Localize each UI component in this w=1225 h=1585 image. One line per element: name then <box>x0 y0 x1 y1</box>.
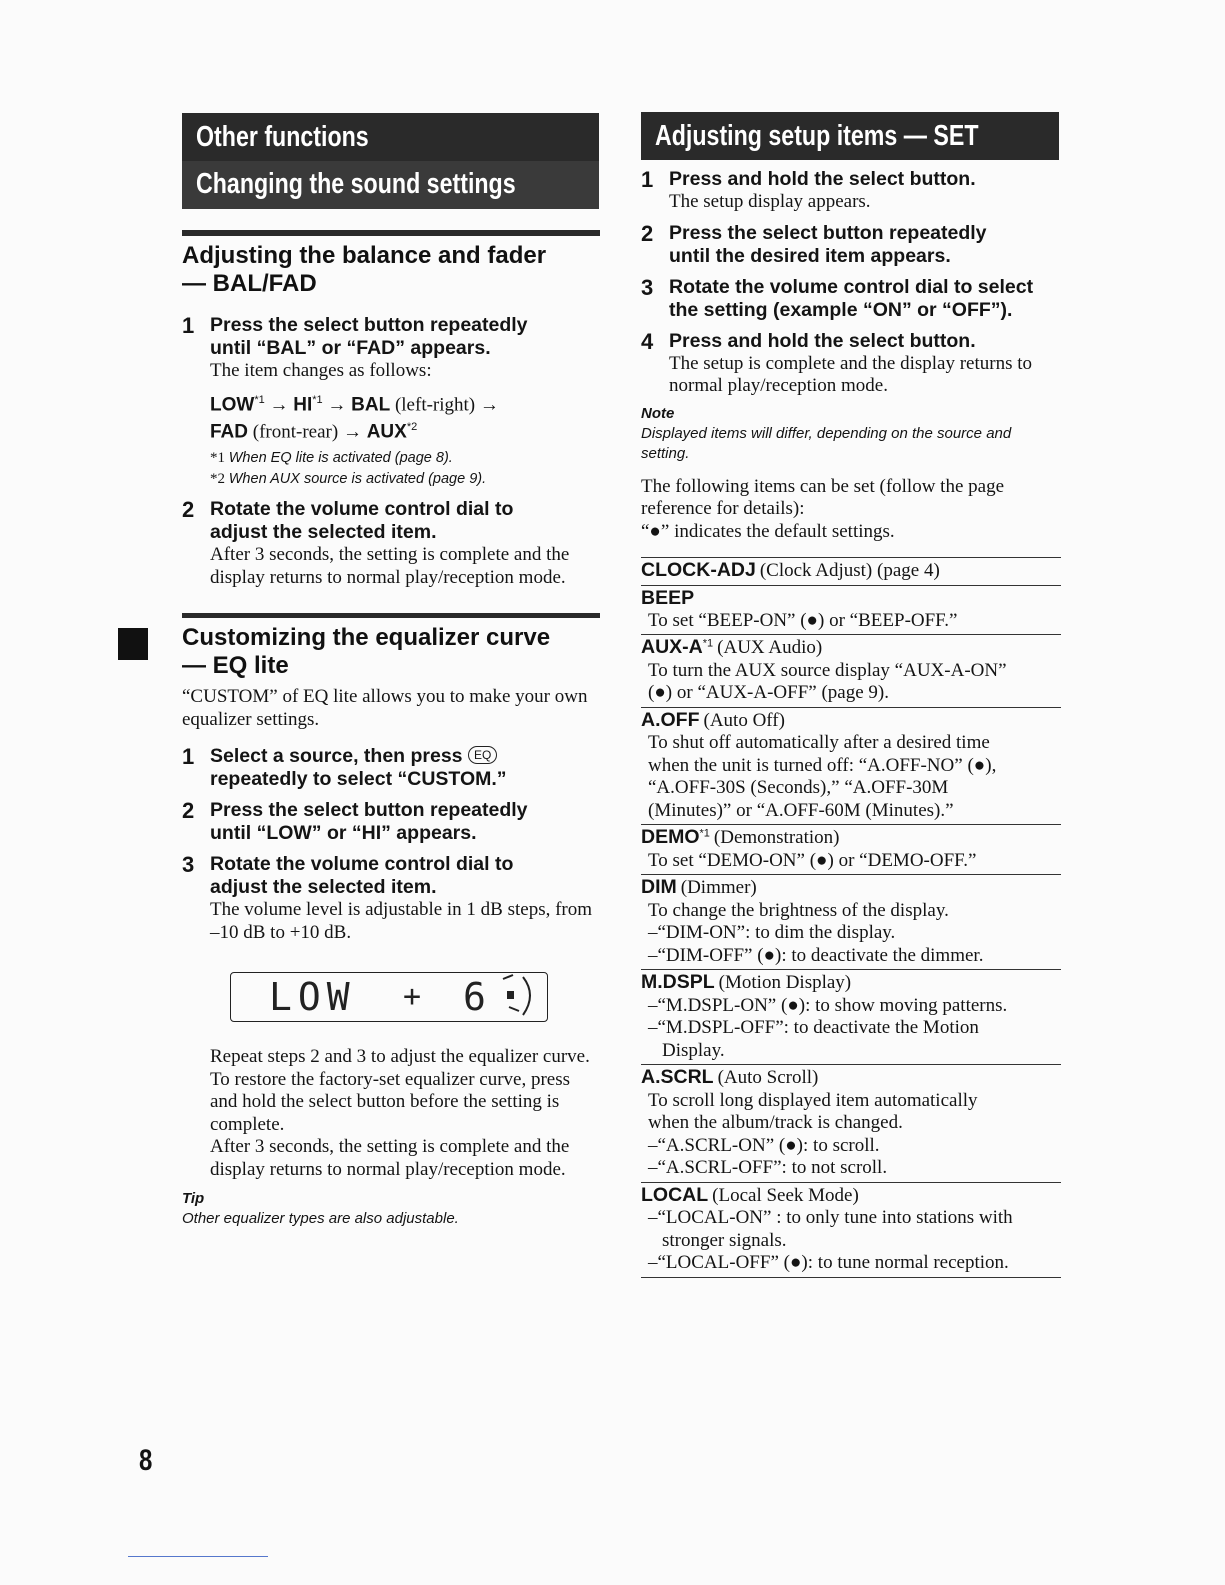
setup-intro: The following items can be set (follow the page reference for details): <box>641 475 1005 519</box>
section-marker-tab <box>118 628 148 660</box>
eqlite-intro: “CUSTOM” of EQ lite allows you to make your own equalizer settings. <box>182 686 588 730</box>
footnote-mark: *2 <box>210 471 225 488</box>
item-desc: (Auto Off) <box>703 709 785 731</box>
eq-button-icon: EQ <box>468 746 497 764</box>
item-desc: (Demonstration) <box>713 827 840 848</box>
item-dash: –“LOCAL-OFF” (●): to tune normal reception. <box>648 1252 1009 1273</box>
item-line: To shut off automatically after a desired time <box>648 732 990 753</box>
item-line: To turn the AUX source display “AUX-A-ON” <box>648 659 1007 681</box>
step-number: 4 <box>641 328 654 354</box>
lcd-eq-indicator-icon <box>489 967 549 1025</box>
seq-fad-note: (front-rear) <box>252 421 339 443</box>
item-dash <box>641 1207 1061 1252</box>
setup-item-aux-a <box>641 634 1061 707</box>
item-sequence <box>210 389 600 445</box>
section-rule <box>182 230 600 236</box>
banner-other-functions <box>182 113 599 161</box>
footnote-2 <box>210 469 600 490</box>
eqlite-step-3 <box>182 853 600 944</box>
step-heading: Rotate the volume control dial to select the setting (example “ON” or “OFF”). <box>669 275 1034 321</box>
item-line: when the album/track is changed. <box>648 1112 903 1133</box>
banner-adjusting-setup <box>641 112 1059 160</box>
step-body: The volume level is adjustable in 1 dB steps, from –10 dB to +10 dB. <box>210 899 593 943</box>
eqlite-step-1 <box>182 745 600 791</box>
item-dash-text: –“LOCAL-ON” : to only tune into stations with <box>648 1207 1013 1228</box>
setup-item-demo <box>641 824 1061 874</box>
step-number: 1 <box>641 167 654 192</box>
eqlite-after-2: To restore the factory-set equalizer curve, press and hold the select button before the setting is complete. <box>210 1068 571 1135</box>
step-heading: Press the select button repeatedly until the desired item appears. <box>669 221 987 267</box>
setup-item-a-off <box>641 707 1061 825</box>
item-desc: (Clock Adjust) (page 4) <box>759 560 940 581</box>
bottom-divider <box>128 1556 268 1557</box>
item-sup: *1 <box>699 827 710 840</box>
item-line: To scroll long displayed item automatically <box>648 1089 978 1111</box>
step1-heading-a: Select a source, then press <box>210 745 463 768</box>
item-dash-cont: stronger signals. <box>662 1229 787 1251</box>
item-dash: –“DIM-ON”: to dim the display. <box>648 922 896 943</box>
step-number: 1 <box>182 744 195 770</box>
item-sup: *1 <box>702 637 714 650</box>
item-line: (Minutes)” or “A.OFF-60M (Minutes).” <box>648 799 954 821</box>
step-number: 2 <box>641 220 654 246</box>
setup-item-m-dspl <box>641 969 1061 1064</box>
item-desc: (AUX Audio) <box>717 637 823 658</box>
step-number: 1 <box>182 313 195 338</box>
setup-step-3 <box>641 276 1061 322</box>
setup-items-table <box>641 557 1061 1278</box>
footnote-mark: *1 <box>210 450 225 467</box>
item-dash: –“A.SCRL-ON” (●): to scroll. <box>648 1134 880 1156</box>
arrow-icon: → <box>269 393 289 415</box>
step-number: 2 <box>182 798 195 824</box>
left-column <box>182 230 600 1229</box>
section-rule <box>182 613 600 618</box>
item-line: To set “DEMO-ON” (●) or “DEMO-OFF.” <box>648 849 977 871</box>
setup-step-1 <box>641 168 1061 214</box>
tip-label: Tip <box>182 1190 205 1208</box>
eqlite-title-line2: — EQ lite <box>182 652 289 680</box>
note-label: Note <box>641 404 675 422</box>
eqlite-title-line1: Customizing the equalizer curve <box>182 624 551 652</box>
item-key: CLOCK-ADJ <box>641 559 756 581</box>
lcd-low-text: LOW <box>269 975 356 1020</box>
item-dash: –“A.SCRL-OFF”: to not scroll. <box>648 1157 888 1178</box>
seq-hi: HI <box>293 393 313 415</box>
note-text: Displayed items will differ, depending on the source and setting. <box>641 424 1012 462</box>
item-key: A.SCRL <box>641 1066 714 1088</box>
banner-changing-sound-label: Changing the sound settings <box>196 168 516 200</box>
item-key: DIM <box>641 876 677 898</box>
item-key: DEMO <box>641 826 700 848</box>
arrow-icon: → <box>479 393 499 415</box>
step-heading: Press the select button repeatedly until “BAL” or “FAD” appears. <box>210 314 528 359</box>
item-key: AUX-A <box>641 636 703 658</box>
eqlite-step-2 <box>182 799 600 845</box>
item-dash: –“M.DSPL-ON” (●): to show moving patterns. <box>648 994 1008 1016</box>
setup-default-note: “●” indicates the default settings. <box>641 520 895 542</box>
right-column <box>641 168 1061 1278</box>
item-key: BEEP <box>641 586 695 609</box>
item-key: M.DSPL <box>641 971 715 993</box>
seq-bal-note: (left-right) <box>394 393 476 415</box>
item-key: LOCAL <box>641 1183 709 1206</box>
banner-adjusting-setup-label: Adjusting setup items — SET <box>655 120 979 152</box>
tip-text: Other equalizer types are also adjustable. <box>182 1210 459 1228</box>
item-dash: –“DIM-OFF” (●): to deactivate the dimmer. <box>648 944 984 966</box>
item-line: “A.OFF-30S (Seconds),” “A.OFF-30M <box>648 777 949 798</box>
seq-fad: FAD <box>210 421 248 443</box>
lcd-display <box>230 972 548 1022</box>
seq-low-sup: *1 <box>254 393 265 406</box>
item-desc: (Auto Scroll) <box>717 1067 819 1088</box>
eqlite-after-1: Repeat steps 2 and 3 to adjust the equalizer curve. <box>210 1046 590 1068</box>
step-heading: Rotate the volume control dial to adjust the selected item. <box>210 853 514 899</box>
setup-step-2 <box>641 222 1061 268</box>
eqlite-after <box>182 1046 600 1181</box>
step-body: The item changes as follows: <box>210 360 432 381</box>
setup-item-clock-adj <box>641 557 1061 585</box>
step-body: After 3 seconds, the setting is complete and the display returns to normal play/reception mode. <box>210 544 570 588</box>
step-heading <box>210 745 600 791</box>
item-line: when the unit is turned off: “A.OFF-NO” (●), <box>648 754 997 776</box>
item-key: A.OFF <box>641 708 700 731</box>
balfad-title <box>182 242 600 298</box>
arrow-icon: → <box>327 393 347 415</box>
step-heading: Press the select button repeatedly until “LOW” or “HI” appears. <box>210 799 528 845</box>
lcd-value: 6 <box>463 975 492 1020</box>
footnote-text: When EQ lite is activated (page 8). <box>228 450 453 467</box>
step-heading: Press and hold the select button. <box>669 329 976 352</box>
item-dash-cont: Display. <box>662 1039 725 1061</box>
seq-aux: AUX <box>366 421 407 443</box>
footnote-1 <box>210 448 600 469</box>
item-desc: (Motion Display) <box>718 972 852 993</box>
footnote-text: When AUX source is activated (page 9). <box>228 471 487 488</box>
step-number: 2 <box>182 497 195 523</box>
item-dash-text: –“M.DSPL-OFF”: to deactivate the Motion <box>648 1017 979 1038</box>
step-body: The setup display appears. <box>669 191 871 212</box>
balfad-title-line2: — BAL/FAD <box>182 270 317 297</box>
balfad-step-1 <box>182 314 600 490</box>
balfad-title-line1: Adjusting the balance and fader <box>182 242 547 269</box>
seq-aux-sup: *2 <box>406 421 418 434</box>
seq-low: LOW <box>210 393 255 415</box>
item-dash <box>641 1017 1061 1062</box>
item-desc: (Dimmer) <box>680 877 757 898</box>
setup-item-a-scrl <box>641 1064 1061 1182</box>
seq-hi-sup: *1 <box>312 393 323 406</box>
setup-item-dim <box>641 874 1061 969</box>
page-number: 8 <box>139 1444 153 1477</box>
arrow-icon: → <box>342 421 362 443</box>
lcd-sign: + <box>403 979 428 1015</box>
item-line: (●) or “AUX-A-OFF” (page 9). <box>648 682 889 703</box>
balfad-step-2 <box>182 498 600 589</box>
banner-other-functions-label: Other functions <box>196 121 369 153</box>
step-heading: Rotate the volume control dial to adjust the selected item. <box>210 498 514 544</box>
item-line: To set “BEEP-ON” (●) or “BEEP-OFF.” <box>648 609 958 631</box>
item-desc: (Local Seek Mode) <box>712 1184 859 1206</box>
eqlite-after-3: After 3 seconds, the setting is complete and the display returns to normal play/reception mode. <box>210 1136 570 1180</box>
step-body: The setup is complete and the display returns to normal play/reception mode. <box>669 352 1033 396</box>
step-number: 3 <box>182 852 195 878</box>
setup-item-local <box>641 1182 1061 1278</box>
setup-step-4 <box>641 330 1061 398</box>
setup-item-beep <box>641 585 1061 635</box>
item-line: To change the brightness of the display. <box>648 899 949 921</box>
banner-changing-sound <box>182 161 599 209</box>
seq-bal: BAL <box>351 393 391 415</box>
step-heading: Press and hold the select button. <box>669 168 976 190</box>
eqlite-title <box>182 624 600 680</box>
step1-heading-b: repeatedly to select “CUSTOM.” <box>210 768 507 791</box>
step-number: 3 <box>641 274 654 300</box>
